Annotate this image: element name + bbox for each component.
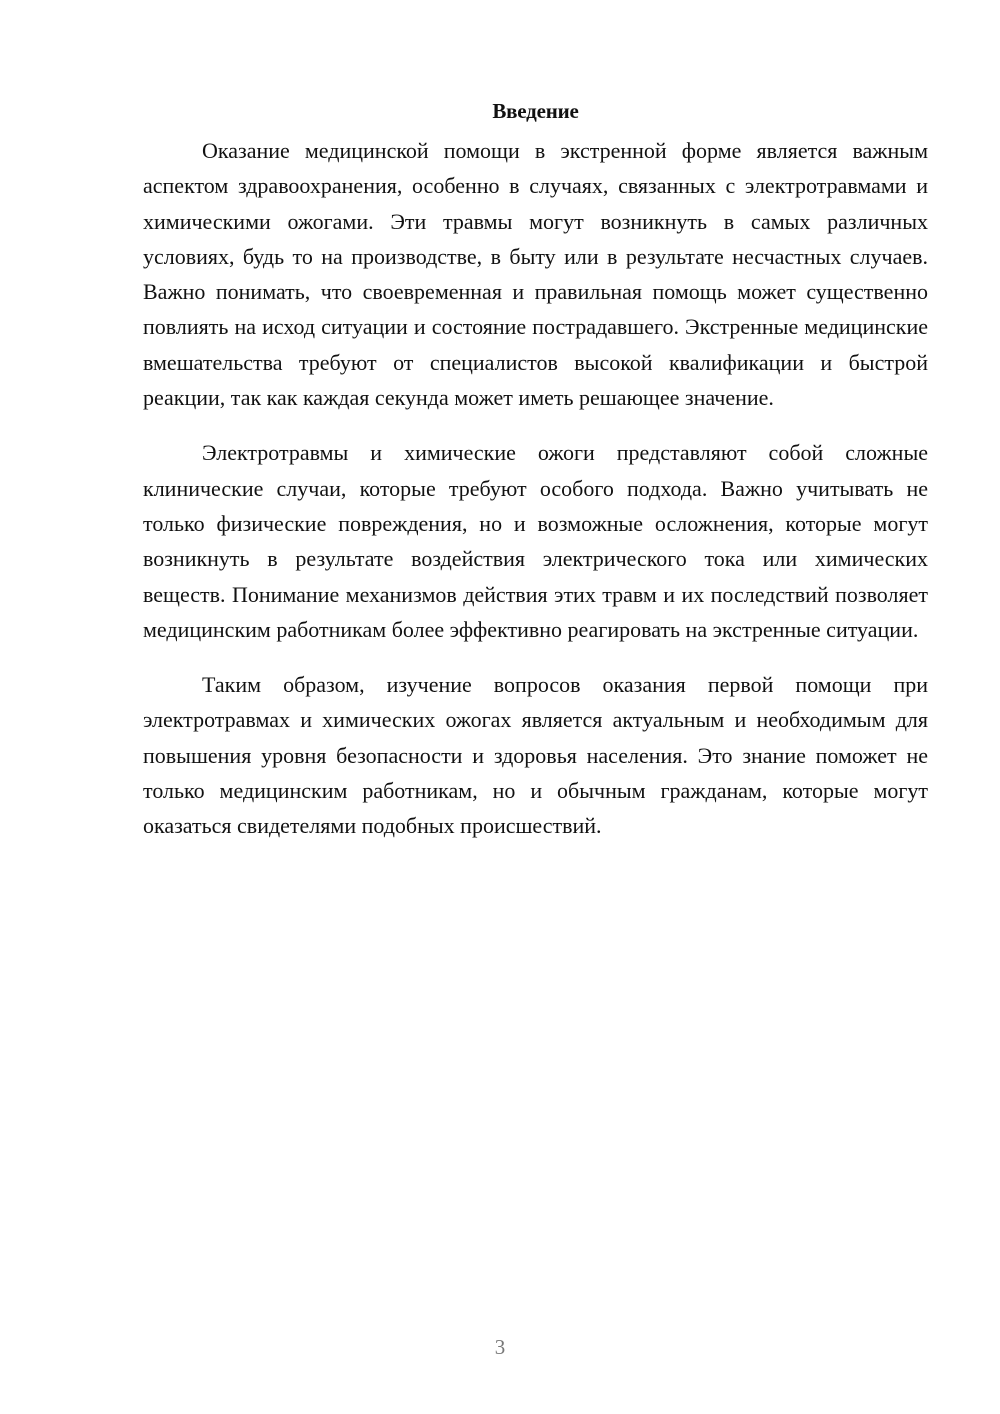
- page-content: [143, 96, 928, 864]
- paragraph-3: Таким образом, изучение вопросов оказания первой помощи при электротравмах и химических ожогах является актуальным и необходимым для повышения уровня безопасности и здоровья населения. Это знание поможет не только медицинским работникам, но и обычным гражданам, которые могут оказаться свидетелями подобных происшествий.: [143, 672, 928, 839]
- page-number: 3: [494, 1335, 506, 1359]
- section-title: Введение: [492, 99, 579, 123]
- paragraph-2: Электротравмы и химические ожоги представляют собой сложные клинические случаи, которые требуют особого подхода. Важно учитывать не только физические повреждения, но и возможные осложнения, которые могут возникнуть в результате воздействия электрического тока или химических веществ. Понимание механизмов действия этих травм и их последствий позволяет медицинским работникам более эффективно реагировать на экстренные ситуации.: [143, 440, 928, 642]
- paragraph-1: Оказание медицинской помощи в экстренной форме является важным аспектом здравоохранения, особенно в случаях, связанных с электротравмами и химическими ожогами. Эти травмы могут возникнуть в самых различных условиях, будь то на производстве, в быту или в результате несчастных случаев. Важно понимать, что своевременная и правильная помощь может существенно повлиять на исход ситуации и состояние пострадавшего. Экстренные медицинские вмешательства требуют от специалистов высокой квалификации и быстрой реакции, так как каждая секунда может иметь решающее значение.: [143, 138, 928, 411]
